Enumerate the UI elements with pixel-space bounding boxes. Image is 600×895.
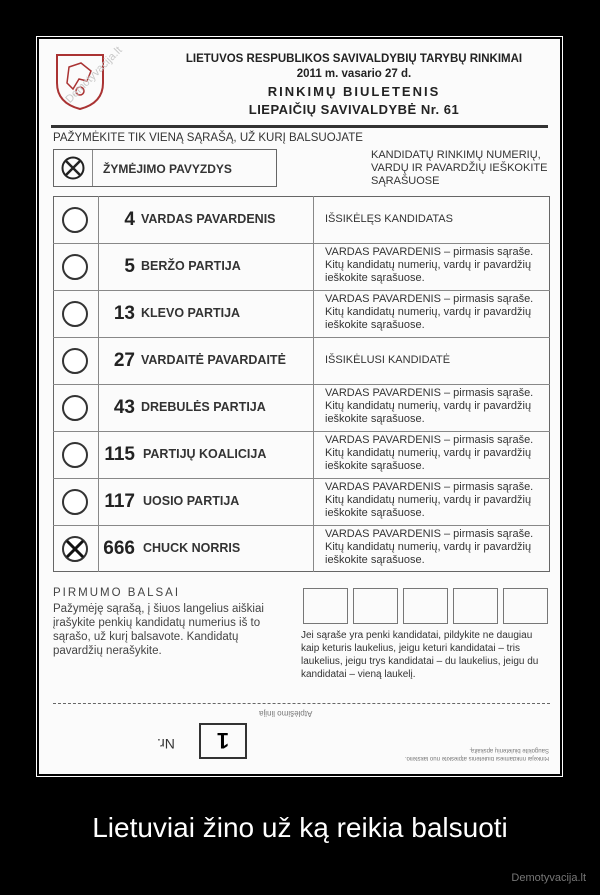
party-row[interactable]	[53, 243, 550, 290]
example-label: ŽYMĖJIMO PAVYZDYS	[103, 162, 232, 176]
party-name: KLEVO PARTIJA	[141, 306, 241, 320]
party-name: BERŽO PARTIJA	[141, 259, 241, 273]
party-name: VARDAS PAVARDENIS	[141, 212, 276, 226]
footer-small-text: Rinkėjai rinkdamiesi biuletenis atplėškite nuo lakštelio. Saugokite biuletenių apskaitą.	[404, 747, 549, 761]
party-row[interactable]	[53, 337, 550, 384]
header-line3: RINKIMŲ BIULETENIS	[267, 84, 441, 99]
party-row[interactable]	[53, 196, 550, 243]
brand-label: Demotyvacija.lt	[511, 872, 586, 884]
party-row[interactable]	[53, 478, 550, 525]
preference-number-box[interactable]	[303, 588, 348, 624]
party-number: 27	[113, 349, 135, 371]
preference-note: Jei sąraše yra penki kandidatai, pildykite ne daugiau kaip keturis laukelius, jeigu keturi kandidatai – tris laukelius, jeigu trys kandidatai – du laukelius, jeigu du kandidatai – vieną laukelį.	[301, 630, 539, 680]
party-number: 5	[124, 255, 135, 277]
header-line2: 2011 m. vasario 27 d.	[296, 68, 412, 80]
party-description: VARDAS PAVARDENIS – pirmasis sąraše. Kitų kandidatų numerių, vardų ir pavardžių ieškokite sąrašuose.	[325, 434, 534, 472]
party-row[interactable]	[53, 431, 550, 478]
nr-label: Nr.	[157, 736, 175, 752]
vote-circle[interactable]	[61, 347, 89, 375]
party-row[interactable]	[53, 290, 550, 337]
caption: Lietuviai žino už ką reikia balsuoti	[92, 812, 508, 843]
preference-number-box[interactable]	[403, 588, 448, 624]
party-name: PARTIJŲ KOALICIJA	[143, 447, 267, 461]
party-number: 115	[104, 443, 135, 465]
vote-circle[interactable]	[61, 253, 89, 281]
party-number: 43	[113, 396, 135, 418]
party-number: 666	[103, 537, 135, 559]
vote-circle[interactable]	[61, 300, 89, 328]
marked-circle-icon[interactable]	[61, 535, 89, 563]
party-row[interactable]	[53, 384, 550, 431]
party-number: 117	[104, 490, 135, 512]
party-number: 4	[124, 208, 135, 230]
vote-circle[interactable]	[61, 394, 89, 422]
party-row[interactable]	[53, 525, 550, 572]
preference-number-box[interactable]	[503, 588, 548, 624]
party-name: UOSIO PARTIJA	[143, 494, 240, 508]
party-name: CHUCK NORRIS	[143, 541, 241, 555]
header-line4: LIEPAIČIŲ SAVIVALDYBĖ Nr. 61	[248, 102, 460, 117]
preference-number-box[interactable]	[453, 588, 498, 624]
party-description: VARDAS PAVARDENIS – pirmasis sąraše. Kitų kandidatų numerių, vardų ir pavardžių ieškokite sąrašuose.	[325, 293, 534, 331]
party-description: VARDAS PAVARDENIS – pirmasis sąraše. Kitų kandidatų numerių, vardų ir pavardžių ieškokite sąrašuose.	[325, 387, 534, 425]
vote-circle[interactable]	[61, 441, 89, 469]
ballot-paper	[39, 39, 560, 774]
party-description: IŠSIKĖLĘS KANDIDATAS	[325, 213, 453, 225]
tear-line	[53, 703, 550, 704]
header-rule	[51, 125, 548, 128]
header-line1: LIETUVOS RESPUBLIKOS SAVIVALDYBIŲ TARYBŲ RINKIMAI	[185, 53, 523, 65]
party-description: VARDAS PAVARDENIS – pirmasis sąraše. Kitų kandidatų numerių, vardų ir pavardžių ieškokite sąrašuose.	[325, 481, 534, 519]
vote-circle[interactable]	[61, 206, 89, 234]
vote-circle[interactable]	[61, 488, 89, 516]
tear-line-label: Atplėšimo linija	[259, 709, 313, 718]
party-description: VARDAS PAVARDENIS – pirmasis sąraše. Kitų kandidatų numerių, vardų ir pavardžių ieškokite sąrašuose.	[325, 528, 534, 566]
party-name: DREBULĖS PARTIJA	[141, 400, 266, 414]
candidate-note: KANDIDATŲ RINKIMŲ NUMERIŲ, VARDŲ IR PAVARDŽIŲ IEŠKOKITE SĄRAŠUOSE	[371, 149, 548, 187]
instruction-text: PAŽYMĖKITE TIK VIENĄ SĄRAŠĄ, UŽ KURĮ BALSUOJATE	[53, 132, 363, 144]
preference-title: PIRMUMO BALSAI	[53, 587, 181, 599]
party-description: IŠSIKĖLUSI KANDIDATĖ	[325, 354, 451, 366]
preference-number-box[interactable]	[353, 588, 398, 624]
party-description: VARDAS PAVARDENIS – pirmasis sąraše. Kitų kandidatų numerių, vardų ir pavardžių ieškokite sąrašuose.	[325, 246, 534, 284]
nr-value: 1	[216, 728, 230, 753]
watermark-text: Demotyvacija.lt	[63, 44, 125, 106]
marked-circle-icon	[61, 156, 85, 180]
preference-text: Pažymėję sąrašą, į šiuos langelius aiškiai įrašykite penkių kandidatų numerius iš to sąrašo, už kurį balsavote. Kandidatų pavardžių nerašykite.	[53, 603, 264, 657]
party-name: VARDAITĖ PAVARDAITĖ	[141, 353, 286, 367]
party-number: 13	[113, 302, 135, 324]
